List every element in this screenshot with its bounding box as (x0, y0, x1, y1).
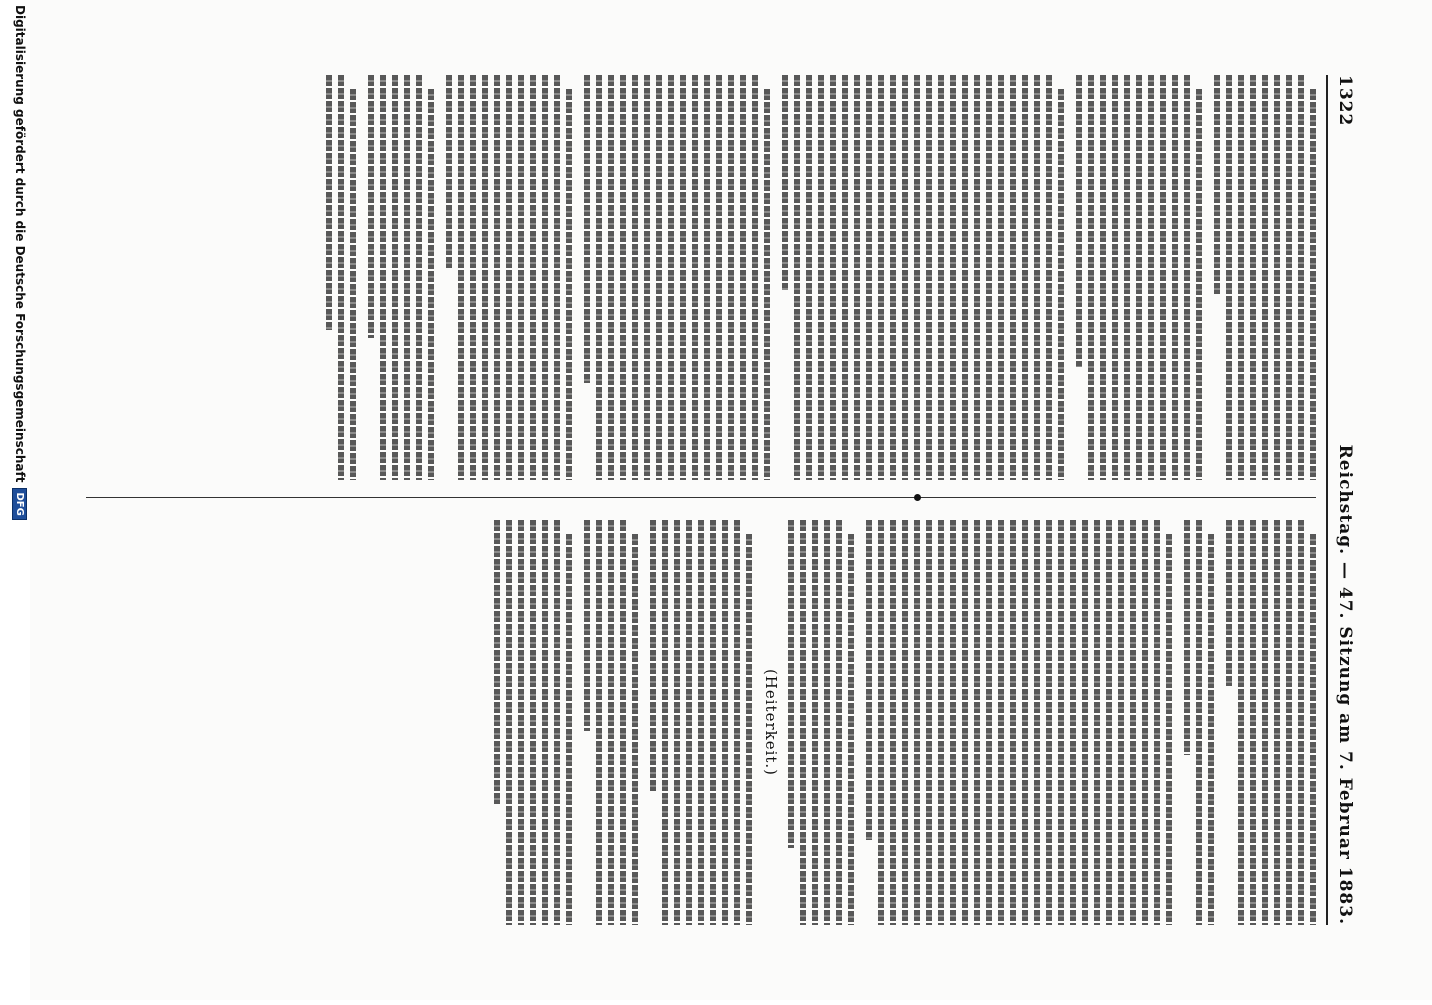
text-line (974, 520, 980, 925)
text-line (1238, 75, 1244, 480)
digitization-note: Digitalisierung gefördert durch die Deutsche Forschungsgemeinschaft (13, 5, 27, 483)
text-line (1010, 75, 1016, 480)
text-line (542, 75, 548, 480)
page-header-title: Reichstag. — 47. Sitzung am 7. Februar 1883. (1335, 444, 1355, 925)
text-line (1160, 75, 1166, 480)
text-line (866, 520, 872, 840)
text-line (506, 520, 512, 925)
text-line (1238, 520, 1244, 925)
text-line (878, 75, 884, 480)
text-line (902, 75, 908, 480)
text-line (392, 75, 398, 480)
interjection-heiterkeit: (Heiterkeit.) (762, 668, 780, 777)
text-line (692, 75, 698, 480)
text-line (1274, 520, 1280, 925)
text-line (1196, 89, 1202, 480)
text-line (890, 520, 896, 925)
text-line (734, 520, 740, 925)
paragraph-gap (770, 75, 776, 480)
text-line (350, 89, 356, 480)
text-line (914, 520, 920, 925)
text-line (1154, 520, 1160, 925)
text-line (1226, 520, 1232, 686)
paragraph-gap (572, 75, 578, 480)
text-line (938, 520, 944, 925)
text-line (1184, 75, 1190, 480)
text-line (1208, 534, 1214, 925)
text-line (566, 89, 572, 480)
text-line (1118, 520, 1124, 925)
text-line (698, 520, 704, 925)
text-line (338, 75, 344, 480)
paragraph-gap (482, 520, 488, 925)
text-line (686, 520, 692, 925)
text-line (926, 520, 932, 925)
text-line (1124, 75, 1130, 480)
text-line (836, 520, 842, 925)
text-line (1262, 520, 1268, 925)
text-line (710, 520, 716, 925)
text-line (1094, 520, 1100, 925)
text-line (1058, 520, 1064, 925)
column-divider (86, 497, 1316, 498)
text-line (1076, 75, 1082, 367)
text-line (1310, 534, 1316, 925)
text-line (428, 89, 434, 480)
text-line (704, 75, 710, 480)
text-line (752, 75, 758, 480)
text-line (1034, 75, 1040, 480)
header-rule (1326, 75, 1328, 925)
text-line (986, 520, 992, 925)
text-line (914, 75, 920, 480)
text-line (608, 520, 614, 925)
text-line (542, 520, 548, 925)
text-line (368, 75, 374, 338)
text-line (740, 75, 746, 480)
text-line (986, 75, 992, 480)
text-line (656, 75, 662, 480)
paragraph-gap (572, 520, 578, 925)
text-line (866, 75, 872, 480)
text-line (938, 75, 944, 480)
digitization-footer-text (10, 0, 30, 1005)
text-line (1088, 75, 1094, 480)
text-line (716, 75, 722, 480)
text-line (824, 520, 830, 925)
text-line (470, 75, 476, 480)
text-line (494, 75, 500, 480)
text-line (902, 520, 908, 925)
text-line (1166, 534, 1172, 925)
text-line (644, 75, 650, 480)
paragraph-gap (1172, 520, 1178, 925)
text-line (764, 89, 770, 480)
text-line (800, 520, 806, 925)
text-line (848, 534, 854, 925)
paragraph-gap (434, 75, 440, 480)
text-line (662, 520, 668, 925)
text-line (554, 520, 560, 925)
text-line (1310, 89, 1316, 480)
text-line (680, 75, 686, 480)
text-line (1022, 520, 1028, 925)
text-line (1298, 75, 1304, 480)
text-line (1196, 520, 1202, 925)
text-line (584, 520, 590, 731)
text-line (962, 520, 968, 925)
text-line (566, 534, 572, 925)
text-line (1214, 75, 1220, 294)
digitization-footer (0, 0, 30, 1000)
text-line (974, 75, 980, 480)
text-line (620, 520, 626, 925)
text-line (1100, 75, 1106, 480)
text-line (554, 75, 560, 480)
text-line (1022, 75, 1028, 480)
text-line (1082, 520, 1088, 925)
column-divider-mark (914, 494, 921, 501)
text-line (530, 520, 536, 925)
text-line (1226, 75, 1232, 480)
text-line (830, 75, 836, 480)
page-header (1332, 75, 1358, 925)
text-line (416, 75, 422, 480)
text-line (584, 75, 590, 383)
text-line (668, 75, 674, 480)
text-line (1034, 520, 1040, 925)
text-line (1136, 75, 1142, 480)
text-line (458, 75, 464, 480)
text-line (722, 520, 728, 925)
dfg-logo: DFG (13, 488, 28, 519)
text-line (878, 520, 884, 925)
text-line (518, 520, 524, 925)
text-line (380, 75, 386, 480)
text-line (608, 75, 614, 480)
text-line (1142, 520, 1148, 925)
paragraph-gap (1064, 75, 1070, 480)
text-line (1274, 75, 1280, 480)
text-line (506, 75, 512, 480)
text-line (1046, 520, 1052, 925)
page-number: 1322 (1335, 75, 1355, 127)
text-line (806, 75, 812, 480)
text-line (446, 75, 452, 269)
text-line (1172, 75, 1178, 480)
text-line (1046, 75, 1052, 480)
text-line (950, 520, 956, 925)
right-text-column (81, 520, 1316, 925)
text-line (1058, 89, 1064, 480)
left-text-column (81, 75, 1316, 480)
text-line (674, 520, 680, 925)
text-line (1298, 520, 1304, 925)
text-line (782, 75, 788, 290)
text-line (998, 520, 1004, 925)
paragraph-gap (314, 75, 320, 480)
text-line (728, 75, 734, 480)
text-line (818, 75, 824, 480)
paragraph-gap (1214, 520, 1220, 925)
text-line (1184, 520, 1190, 755)
text-line (494, 520, 500, 804)
text-line (1130, 520, 1136, 925)
text-line (1250, 520, 1256, 925)
text-line (1148, 75, 1154, 480)
text-line (650, 520, 656, 791)
text-line (1010, 520, 1016, 925)
text-line (854, 75, 860, 480)
text-line (530, 75, 536, 480)
text-line (788, 520, 794, 848)
text-line (926, 75, 932, 480)
text-line (746, 534, 752, 925)
paragraph-gap (356, 75, 362, 480)
text-line (950, 75, 956, 480)
text-line (620, 75, 626, 480)
text-line (1106, 520, 1112, 925)
text-line (842, 75, 848, 480)
text-line (1286, 75, 1292, 480)
paragraph-gap (638, 520, 644, 925)
text-line (794, 75, 800, 480)
text-line (596, 520, 602, 925)
text-line (632, 534, 638, 925)
text-line (962, 75, 968, 480)
text-line (1250, 75, 1256, 480)
text-line (326, 75, 332, 330)
text-line (1286, 520, 1292, 925)
text-line (596, 75, 602, 480)
text-line (518, 75, 524, 480)
text-line (890, 75, 896, 480)
text-line (632, 75, 638, 480)
paragraph-gap (1202, 75, 1208, 480)
text-line (1112, 75, 1118, 480)
text-line (998, 75, 1004, 480)
text-line (404, 75, 410, 480)
text-line (812, 520, 818, 925)
rotated-page-content (56, 35, 1376, 965)
text-line (482, 75, 488, 480)
paragraph-gap (854, 520, 860, 925)
text-line (1262, 75, 1268, 480)
text-line (1070, 520, 1076, 925)
